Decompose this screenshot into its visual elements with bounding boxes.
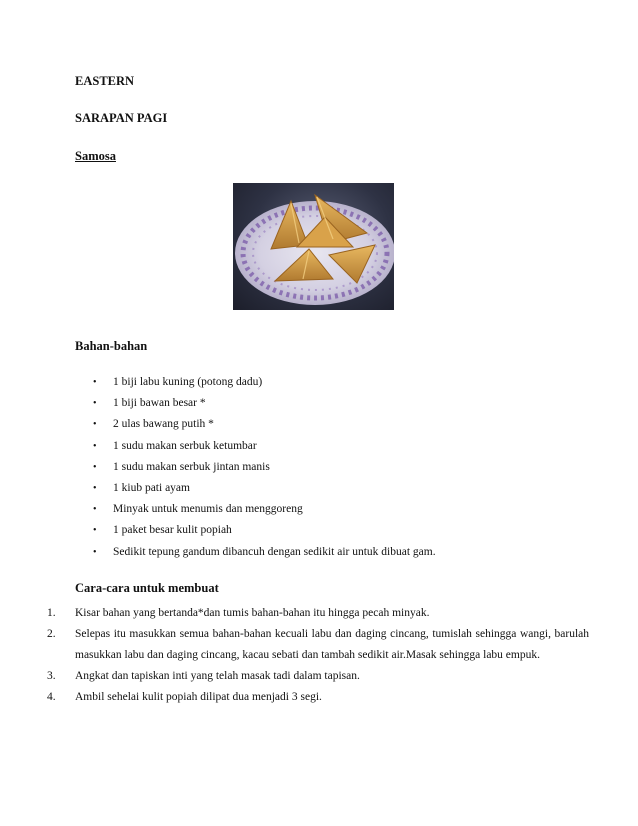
- ingredient-text: Minyak untuk menumis dan menggoreng: [113, 503, 303, 516]
- ingredient-text: 1 biji labu kuning (potong dadu): [113, 376, 263, 388]
- method-steps: [0, 603, 600, 708]
- category-heading: EASTERN: [75, 74, 135, 88]
- samosa-photo: [233, 183, 394, 310]
- bullet-icon: •: [93, 482, 97, 494]
- bullet-icon: •: [93, 525, 97, 537]
- ingredient-item: [0, 542, 600, 563]
- ingredient-item: [0, 457, 600, 478]
- bullet-icon: •: [93, 398, 97, 410]
- step-number: 3.: [47, 669, 56, 682]
- ingredient-text: Sedikit tepung gandum dibancuh dengan sedikit air untuk dibuat gam.: [113, 545, 436, 558]
- method-step: [0, 666, 600, 687]
- samosa-photo-art: [233, 183, 394, 310]
- ingredient-text: 1 biji bawan besar *: [113, 397, 206, 410]
- method-heading: Cara-cara untuk membuat: [75, 581, 219, 595]
- ingredients-list: [0, 372, 600, 563]
- bullet-icon: •: [93, 377, 97, 388]
- ingredient-text: 1 sudu makan serbuk ketumbar: [113, 439, 257, 452]
- ingredient-item: [0, 414, 600, 435]
- ingredient-item: [0, 436, 600, 457]
- step-text: Selepas itu masukkan semua bahan-bahan kecuali labu dan daging cincang, tumislah sehingga wangi, barulah masukkan labu dan daging cincang, kacau sebati dan tambah sedikit air.Masak sehingga labu empuk.: [75, 628, 589, 661]
- ingredients-heading: Bahan-bahan: [75, 339, 148, 353]
- bullet-icon: •: [93, 440, 97, 452]
- ingredient-item: [0, 520, 600, 541]
- step-text: Ambil sehelai kulit popiah dilipat dua menjadi 3 segi.: [75, 690, 322, 703]
- step-number: 1.: [47, 607, 56, 619]
- ingredient-item: [0, 478, 600, 499]
- step-text: Angkat dan tapiskan inti yang telah masak tadi dalam tapisan.: [75, 669, 360, 682]
- meal-heading: SARAPAN PAGI: [75, 111, 168, 125]
- method-step: [0, 687, 600, 708]
- ingredient-text: 1 kiub pati ayam: [113, 481, 190, 494]
- ingredient-item: [0, 372, 600, 393]
- bullet-icon: •: [93, 546, 97, 558]
- step-number: 4.: [47, 690, 56, 703]
- step-number: 2.: [47, 628, 56, 640]
- method-step: [0, 624, 600, 665]
- ingredient-item: [0, 499, 600, 520]
- ingredient-text: 1 paket besar kulit popiah: [113, 524, 232, 537]
- ingredient-text: 1 sudu makan serbuk jintan manis: [113, 460, 270, 473]
- bullet-icon: •: [93, 504, 97, 516]
- dish-title: Samosa: [75, 149, 116, 163]
- method-step: [0, 603, 600, 624]
- bullet-icon: •: [93, 419, 97, 431]
- ingredient-text: 2 ulas bawang putih *: [113, 418, 214, 431]
- step-text: Kisar bahan yang bertanda*dan tumis bahan-bahan itu hingga pecah minyak.: [75, 607, 430, 619]
- ingredient-item: [0, 393, 600, 414]
- bullet-icon: •: [93, 461, 97, 473]
